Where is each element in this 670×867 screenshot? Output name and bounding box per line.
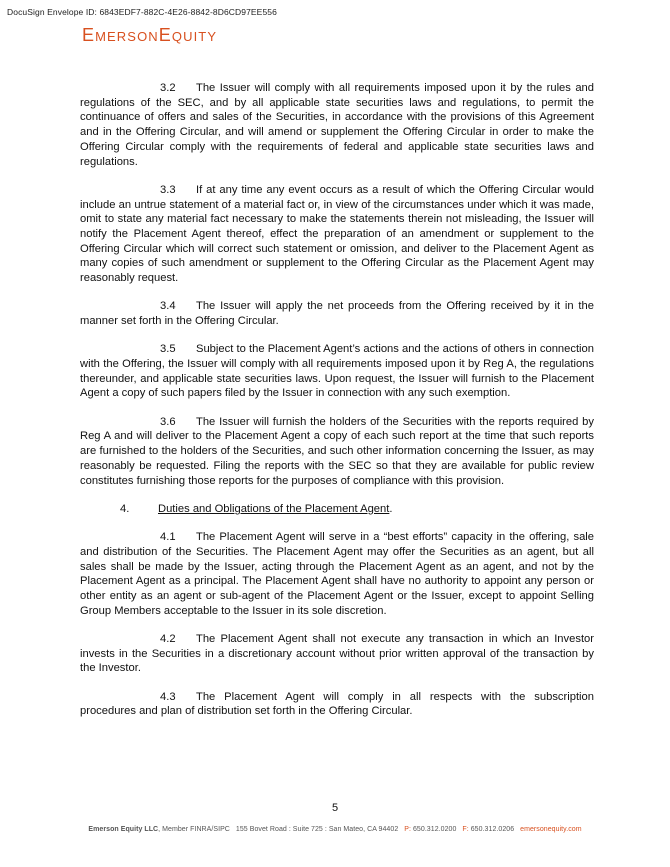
- clause-text: The Placement Agent shall not execute any transaction in which an Investor invests in the Securities in a discretionary account without prior written approval of the transaction by the Investor.: [80, 632, 594, 675]
- clause-text: The Issuer will comply with all requirements imposed upon it by the rules and regulations of the SEC, and by all applicable state securities laws and regulations, to permit the continuance of offers and sales of the Securities, in accordance with the provisions of this Agreement and in the Offering Circular, and will amend or supplement the Offering Circular in order to make the Offering Circular comply with the requirements of federal and applicable state securities laws and regulations.: [80, 82, 594, 168]
- clause-number: 4.3: [160, 690, 176, 703]
- clause-4-2: [80, 632, 594, 676]
- footer-phone: 650.312.0200: [412, 826, 457, 833]
- clause-3-2: [80, 81, 594, 169]
- footer-company: Emerson Equity LLC: [88, 826, 159, 833]
- clause-text: Subject to the Placement Agent’s actions and the actions of others in connection with the Offering, the Issuer will comply with all requirements imposed upon it by Reg A, the regulations thereunder, and applicable state securities laws. Upon request, the Issuer will furnish to the Placement Agent a copy of such papers filed by the Issuer in connection with any such exemption.: [80, 343, 594, 400]
- section-number: 4.: [120, 502, 130, 515]
- clause-number: 4.2: [160, 632, 176, 645]
- clause-4-3: [80, 690, 594, 719]
- clause-4-1: [80, 530, 594, 618]
- clause-text: The Placement Agent will comply in all respects with the subscription procedures and plan of distribution set forth in the Offering Circular.: [80, 690, 594, 718]
- clause-3-3: [80, 183, 594, 286]
- section-title: Duties and Obligations of the Placement Agent: [158, 502, 390, 515]
- clause-3-6: [80, 415, 594, 489]
- footer-fax: 650.312.0206: [470, 826, 515, 833]
- clause-number: 3.5: [160, 343, 176, 356]
- clause-text: If at any time any event occurs as a result of which the Offering Circular would include an untrue statement of a material fact or, in view of the circumstances under which it was made, omit to state any material fact necessary to make the statements therein not misleading, the Issuer will notify the Placement Agent thereof, effect the preparation of an amendment or supplement to the Offering Circular which will correct such statement or omission, and deliver to the Placement Agent as many copies of such amendment or supplement to the Offering Circular as the Placement Agent may reasonably request.: [80, 183, 594, 285]
- clause-number: 3.4: [160, 300, 176, 313]
- clause-number: 4.1: [160, 531, 176, 544]
- clause-text: The Placement Agent will serve in a “best efforts” capacity in the offering, sale and distribution of the Securities. The Placement Agent may offer the Securities as an agent, but all sales shall be made by the Issuer, acting through the Placement Agent as an agent, and not by the Placement Agent as a principal. The Placement Agent shall have no authority to appoint any person or other entity as an agent or sub-agent of the Placement Agent or the Issuer, except to appoint Selling Group Members acceptable to the Issuer in its sole discretion.: [80, 531, 594, 617]
- footer-address: 155 Bovet Road : Suite 725 : San Mateo, CA 94402: [235, 826, 399, 833]
- footer-phone-label: P:: [404, 826, 411, 833]
- clause-text: The Issuer will apply the net proceeds from the Offering received by it in the manner set forth in the Offering Circular.: [80, 300, 594, 328]
- company-logo: EmersonEquity: [82, 25, 218, 45]
- clause-3-4: [80, 299, 594, 328]
- page-number: 5: [331, 802, 339, 814]
- clause-number: 3.6: [160, 415, 176, 428]
- footer-fax-label: F:: [462, 826, 469, 833]
- page-footer: [0, 826, 670, 833]
- clause-text: The Issuer will furnish the holders of the Securities with the reports required by Reg A and will deliver to the Placement Agent a copy of each such report at the time that such reports are furnished to the holders of the Securities, and such other information concerning the Issuer, as may reasonably be requested. Filing the reports with the SEC so that they are available for public review constitutes furnishing those reports for the purposes of compliance with this provision.: [80, 415, 594, 487]
- footer-website-link[interactable]: emersonequity.com: [520, 826, 582, 833]
- clause-3-5: [80, 342, 594, 401]
- section-title-period: .: [389, 502, 393, 515]
- clause-number: 3.2: [160, 82, 176, 94]
- footer-member: , Member FINRA/SIPC: [158, 826, 230, 833]
- clause-number: 3.3: [160, 183, 176, 196]
- document-body: [80, 81, 594, 733]
- section-4-heading: [80, 502, 594, 517]
- envelope-id: DocuSign Envelope ID: 6843EDF7-882C-4E26-8842-8D6CD97EE556: [7, 7, 277, 17]
